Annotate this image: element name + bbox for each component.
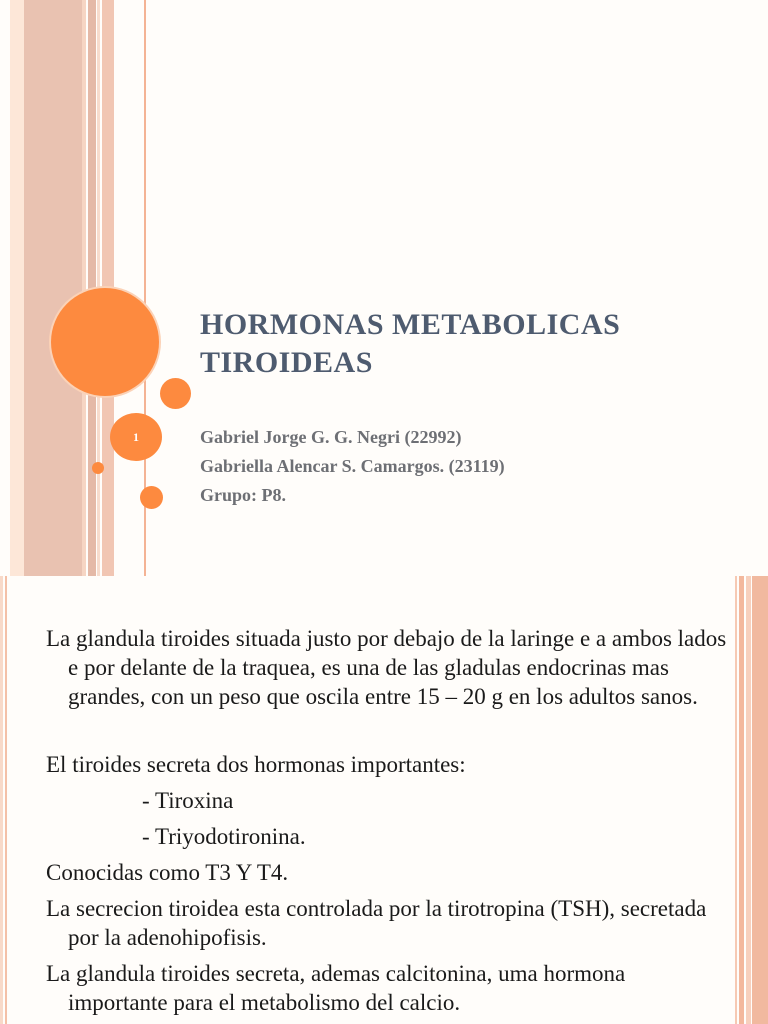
list-item: - Tiroxina	[142, 788, 234, 813]
paragraph: La glandula tiroides secreta, ademas calcitonina, uma hormona importante para el metabolismo del calcio.	[46, 961, 626, 1015]
decorative-stripe	[10, 0, 24, 576]
small-circle-decoration	[160, 378, 191, 409]
decorative-stripe	[82, 0, 86, 576]
title-line: HORMONAS METABOLICAS	[200, 308, 621, 341]
decorative-stripe	[746, 576, 751, 1024]
paragraph: La glandula tiroides situada justo por debajo de la laringe e a ambos lados e por delante de la traquea, es una de las gladulas endocrinas mas grandes, con un peso que oscila entre 15 – 20 g en los adultos sanos.	[46, 626, 727, 709]
list-item: - Triyodotironina.	[142, 824, 306, 849]
slide-body	[0, 576, 736, 1024]
paragraph: El tiroides secreta dos hormonas importantes:	[46, 752, 466, 777]
decorative-stripe	[24, 0, 82, 576]
decorative-stripe	[752, 576, 768, 1024]
small-circle-decoration	[140, 486, 163, 509]
title-line: TIROIDEAS	[200, 346, 373, 379]
slide-number: 1	[133, 429, 139, 444]
decorative-stripe	[739, 576, 744, 1024]
slide-title	[200, 306, 720, 382]
paragraph: Conocidas como T3 Y T4.	[46, 860, 289, 885]
large-circle-decoration	[51, 288, 159, 396]
group-line: Grupo: P8.	[200, 485, 287, 505]
paragraph: La secrecion tiroidea esta controlada por la tirotropina (TSH), secretada por la adenohipofisis.	[46, 896, 707, 950]
content-slide	[0, 576, 768, 1024]
tiny-circle-decoration	[92, 462, 104, 474]
author-line: Gabriella Alencar S. Camargos. (23119)	[200, 456, 505, 476]
author-line: Gabriel Jorge G. G. Negri (22992)	[200, 427, 462, 447]
